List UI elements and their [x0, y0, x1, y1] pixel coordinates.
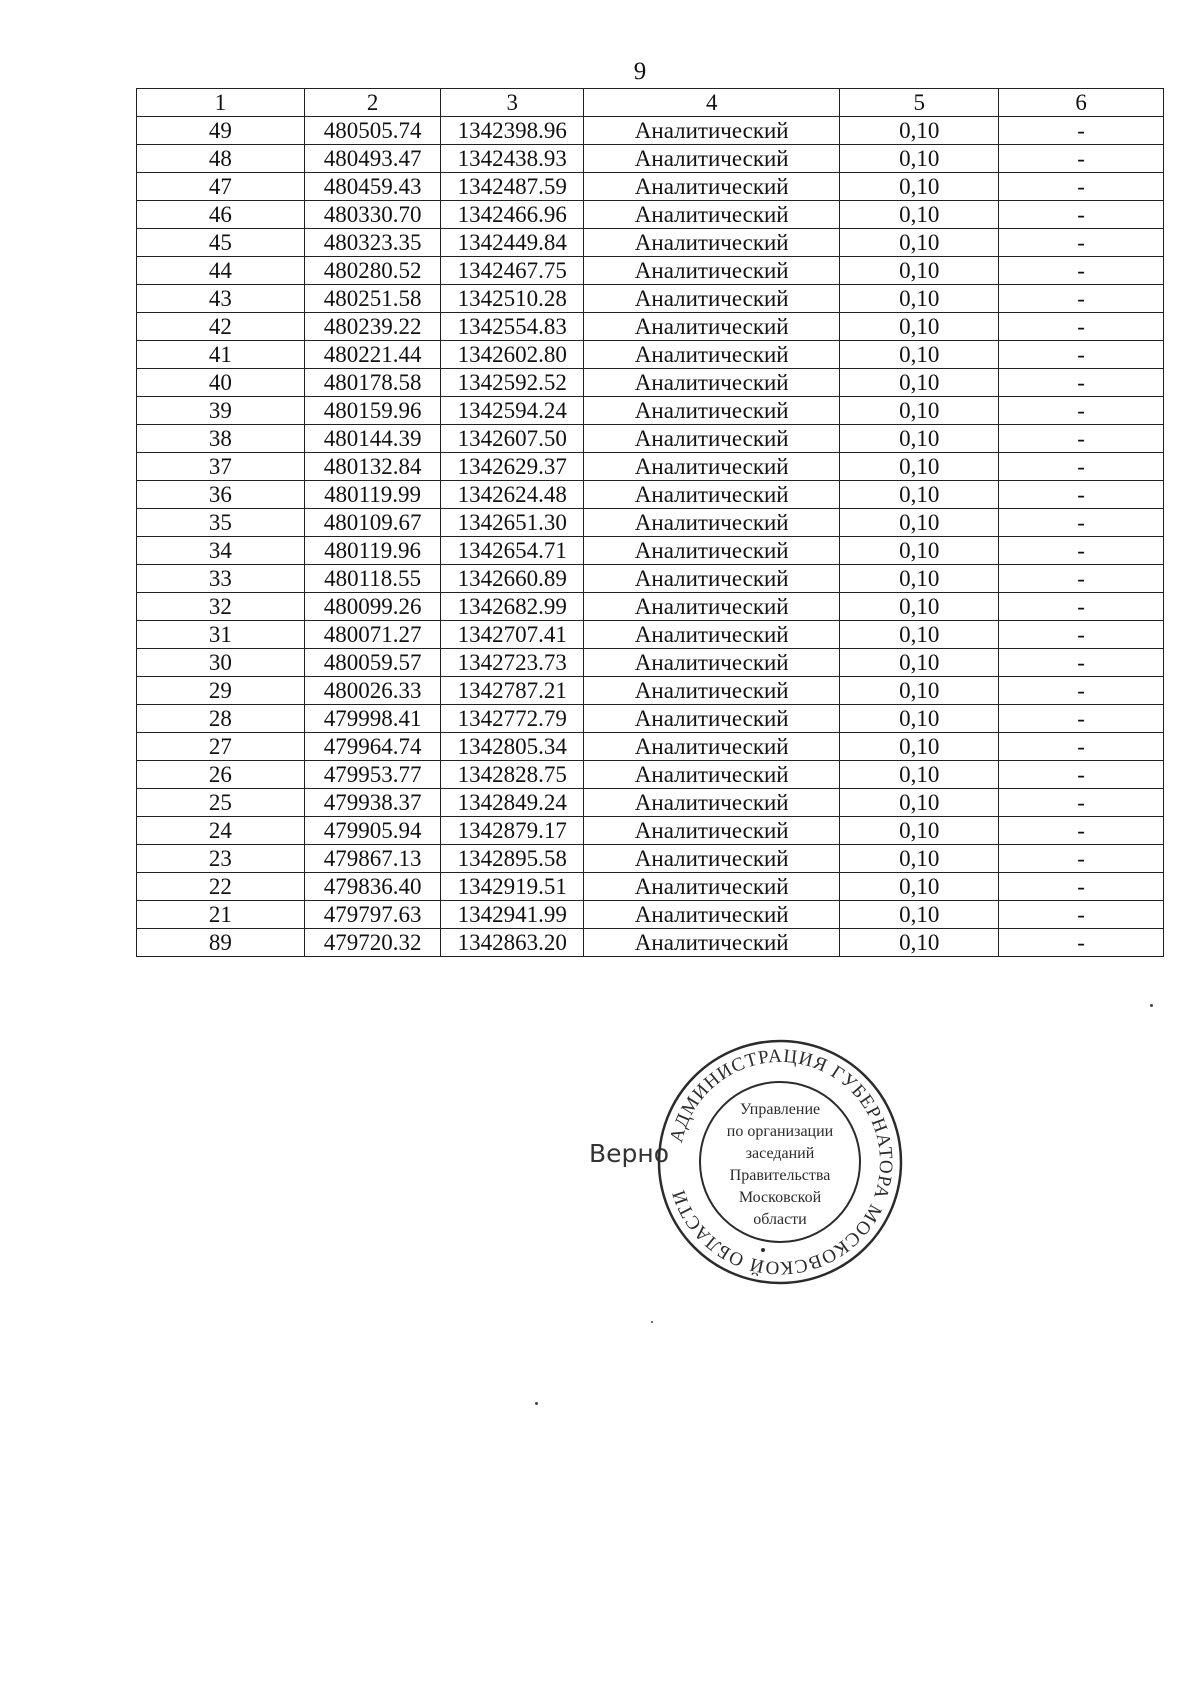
- cell-note: -: [999, 117, 1164, 145]
- cell-accuracy: 0,10: [840, 453, 999, 481]
- cell-coord-y: 1342592.52: [441, 369, 584, 397]
- cell-accuracy: 0,10: [840, 705, 999, 733]
- official-stamp: [655, 1037, 905, 1287]
- cell-accuracy: 0,10: [840, 565, 999, 593]
- cell-coord-x: 479797.63: [304, 901, 441, 929]
- cell-coord-y: 1342466.96: [441, 201, 584, 229]
- cell-point-number: 45: [137, 229, 305, 257]
- cell-method: Аналитический: [584, 817, 840, 845]
- cell-accuracy: 0,10: [840, 481, 999, 509]
- cell-coord-x: 480493.47: [304, 145, 441, 173]
- cell-coord-y: 1342660.89: [441, 565, 584, 593]
- cell-coord-y: 1342554.83: [441, 313, 584, 341]
- table-row: [137, 285, 1164, 313]
- cell-point-number: 42: [137, 313, 305, 341]
- cell-note: -: [999, 705, 1164, 733]
- cell-method: Аналитический: [584, 257, 840, 285]
- cell-coord-x: 480119.99: [304, 481, 441, 509]
- cell-accuracy: 0,10: [840, 845, 999, 873]
- cell-method: Аналитический: [584, 369, 840, 397]
- page-number: 9: [633, 58, 647, 85]
- cell-method: Аналитический: [584, 621, 840, 649]
- table-row: [137, 229, 1164, 257]
- cell-note: -: [999, 257, 1164, 285]
- stamp-outer-ring: [659, 1041, 901, 1283]
- table-row: [137, 481, 1164, 509]
- cell-coord-y: 1342654.71: [441, 537, 584, 565]
- cell-note: -: [999, 481, 1164, 509]
- cell-coord-x: 480251.58: [304, 285, 441, 313]
- cell-note: -: [999, 285, 1164, 313]
- cell-note: -: [999, 789, 1164, 817]
- cell-coord-x: 480144.39: [304, 425, 441, 453]
- cell-coord-x: 480159.96: [304, 397, 441, 425]
- cell-point-number: 26: [137, 761, 305, 789]
- cell-coord-x: 479720.32: [304, 929, 441, 957]
- cell-method: Аналитический: [584, 313, 840, 341]
- cell-coord-y: 1342723.73: [441, 649, 584, 677]
- svg-text:Московской: Московской: [738, 1189, 822, 1206]
- table-row: [137, 593, 1164, 621]
- certification-label: Верно: [589, 1139, 670, 1168]
- cell-accuracy: 0,10: [840, 509, 999, 537]
- table-row: [137, 789, 1164, 817]
- cell-point-number: 39: [137, 397, 305, 425]
- cell-point-number: 32: [137, 593, 305, 621]
- cell-note: -: [999, 145, 1164, 173]
- cell-coord-x: 480505.74: [304, 117, 441, 145]
- cell-method: Аналитический: [584, 929, 840, 957]
- table-row: [137, 705, 1164, 733]
- cell-coord-y: 1342487.59: [441, 173, 584, 201]
- cell-method: Аналитический: [584, 565, 840, 593]
- cell-coord-y: 1342449.84: [441, 229, 584, 257]
- cell-method: Аналитический: [584, 873, 840, 901]
- table-row: [137, 901, 1164, 929]
- cell-accuracy: 0,10: [840, 369, 999, 397]
- cell-point-number: 22: [137, 873, 305, 901]
- cell-note: -: [999, 593, 1164, 621]
- cell-method: Аналитический: [584, 145, 840, 173]
- cell-accuracy: 0,10: [840, 929, 999, 957]
- cell-note: -: [999, 369, 1164, 397]
- cell-coord-y: 1342629.37: [441, 453, 584, 481]
- cell-point-number: 33: [137, 565, 305, 593]
- cell-accuracy: 0,10: [840, 201, 999, 229]
- cell-point-number: 21: [137, 901, 305, 929]
- table-row: [137, 621, 1164, 649]
- table-row: [137, 761, 1164, 789]
- svg-text:заседаний: заседаний: [745, 1145, 815, 1162]
- cell-point-number: 38: [137, 425, 305, 453]
- cell-coord-x: 480330.70: [304, 201, 441, 229]
- cell-point-number: 24: [137, 817, 305, 845]
- cell-note: -: [999, 201, 1164, 229]
- cell-point-number: 28: [137, 705, 305, 733]
- table-row: [137, 733, 1164, 761]
- table-row: [137, 509, 1164, 537]
- cell-method: Аналитический: [584, 481, 840, 509]
- cell-method: Аналитический: [584, 649, 840, 677]
- cell-coord-y: 1342772.79: [441, 705, 584, 733]
- stamp-outer-text: АДМИНИСТРАЦИЯ ГУБЕРНАТОРА МОСКОВСКОЙ ОБЛАСТИ: [666, 1045, 897, 1279]
- cell-method: Аналитический: [584, 117, 840, 145]
- cell-point-number: 31: [137, 621, 305, 649]
- table-row: [137, 845, 1164, 873]
- cell-method: Аналитический: [584, 509, 840, 537]
- cell-point-number: 30: [137, 649, 305, 677]
- table-row: [137, 369, 1164, 397]
- cell-method: Аналитический: [584, 705, 840, 733]
- table-header-row: [137, 89, 1164, 117]
- cell-coord-x: 480239.22: [304, 313, 441, 341]
- cell-coord-y: 1342849.24: [441, 789, 584, 817]
- cell-point-number: 49: [137, 117, 305, 145]
- cell-point-number: 37: [137, 453, 305, 481]
- cell-point-number: 44: [137, 257, 305, 285]
- cell-note: -: [999, 873, 1164, 901]
- cell-point-number: 47: [137, 173, 305, 201]
- table-row: [137, 173, 1164, 201]
- table-row: [137, 397, 1164, 425]
- cell-accuracy: 0,10: [840, 649, 999, 677]
- cell-method: Аналитический: [584, 761, 840, 789]
- column-header: 2: [304, 89, 441, 117]
- coordinates-table: [136, 88, 1164, 957]
- cell-coord-y: 1342607.50: [441, 425, 584, 453]
- cell-method: Аналитический: [584, 733, 840, 761]
- cell-note: -: [999, 929, 1164, 957]
- cell-coord-y: 1342805.34: [441, 733, 584, 761]
- cell-coord-x: 479867.13: [304, 845, 441, 873]
- cell-point-number: 27: [137, 733, 305, 761]
- cell-point-number: 46: [137, 201, 305, 229]
- table-row: [137, 817, 1164, 845]
- table-row: [137, 649, 1164, 677]
- cell-note: -: [999, 649, 1164, 677]
- cell-note: -: [999, 229, 1164, 257]
- cell-coord-y: 1342398.96: [441, 117, 584, 145]
- svg-text:области: области: [753, 1211, 807, 1228]
- cell-note: -: [999, 425, 1164, 453]
- svg-text:Правительства: Правительства: [729, 1167, 831, 1184]
- cell-method: Аналитический: [584, 425, 840, 453]
- svg-text:Управление: Управление: [739, 1101, 821, 1118]
- cell-method: Аналитический: [584, 677, 840, 705]
- cell-coord-y: 1342594.24: [441, 397, 584, 425]
- cell-coord-x: 480459.43: [304, 173, 441, 201]
- table-row: [137, 929, 1164, 957]
- cell-accuracy: 0,10: [840, 677, 999, 705]
- cell-coord-y: 1342919.51: [441, 873, 584, 901]
- stamp-inner-text: [727, 1101, 834, 1228]
- cell-coord-x: 479998.41: [304, 705, 441, 733]
- cell-coord-x: 480099.26: [304, 593, 441, 621]
- table-row: [137, 257, 1164, 285]
- cell-method: Аналитический: [584, 593, 840, 621]
- cell-point-number: 40: [137, 369, 305, 397]
- cell-coord-y: 1342707.41: [441, 621, 584, 649]
- cell-note: -: [999, 845, 1164, 873]
- column-header: 4: [584, 89, 840, 117]
- cell-method: Аналитический: [584, 341, 840, 369]
- cell-point-number: 41: [137, 341, 305, 369]
- cell-method: Аналитический: [584, 173, 840, 201]
- cell-method: Аналитический: [584, 201, 840, 229]
- cell-point-number: 25: [137, 789, 305, 817]
- cell-method: Аналитический: [584, 229, 840, 257]
- cell-coord-y: 1342602.80: [441, 341, 584, 369]
- table-row: [137, 537, 1164, 565]
- cell-method: Аналитический: [584, 285, 840, 313]
- table-row: [137, 425, 1164, 453]
- cell-method: Аналитический: [584, 453, 840, 481]
- cell-coord-y: 1342863.20: [441, 929, 584, 957]
- cell-method: Аналитический: [584, 397, 840, 425]
- cell-coord-x: 480221.44: [304, 341, 441, 369]
- table-row: [137, 453, 1164, 481]
- cell-point-number: 89: [137, 929, 305, 957]
- cell-accuracy: 0,10: [840, 873, 999, 901]
- cell-point-number: 48: [137, 145, 305, 173]
- table-row: [137, 201, 1164, 229]
- cell-note: -: [999, 565, 1164, 593]
- table-row: [137, 341, 1164, 369]
- cell-coord-y: 1342624.48: [441, 481, 584, 509]
- cell-coord-y: 1342787.21: [441, 677, 584, 705]
- cell-accuracy: 0,10: [840, 621, 999, 649]
- cell-accuracy: 0,10: [840, 397, 999, 425]
- cell-accuracy: 0,10: [840, 257, 999, 285]
- cell-coord-x: 480323.35: [304, 229, 441, 257]
- cell-coord-x: 479938.37: [304, 789, 441, 817]
- column-header: 3: [441, 89, 584, 117]
- cell-accuracy: 0,10: [840, 761, 999, 789]
- cell-coord-y: 1342682.99: [441, 593, 584, 621]
- column-header: 1: [137, 89, 305, 117]
- column-header: 5: [840, 89, 999, 117]
- cell-note: -: [999, 621, 1164, 649]
- cell-point-number: 35: [137, 509, 305, 537]
- cell-coord-x: 480280.52: [304, 257, 441, 285]
- table-row: [137, 873, 1164, 901]
- cell-coord-x: 480059.57: [304, 649, 441, 677]
- cell-note: -: [999, 677, 1164, 705]
- cell-accuracy: 0,10: [840, 145, 999, 173]
- cell-point-number: 29: [137, 677, 305, 705]
- cell-note: -: [999, 313, 1164, 341]
- cell-coord-x: 479964.74: [304, 733, 441, 761]
- cell-coord-x: 480178.58: [304, 369, 441, 397]
- cell-note: -: [999, 453, 1164, 481]
- cell-accuracy: 0,10: [840, 733, 999, 761]
- cell-coord-y: 1342879.17: [441, 817, 584, 845]
- cell-note: -: [999, 817, 1164, 845]
- cell-method: Аналитический: [584, 537, 840, 565]
- cell-note: -: [999, 537, 1164, 565]
- cell-coord-x: 480071.27: [304, 621, 441, 649]
- cell-method: Аналитический: [584, 901, 840, 929]
- cell-accuracy: 0,10: [840, 537, 999, 565]
- cell-point-number: 43: [137, 285, 305, 313]
- cell-accuracy: 0,10: [840, 313, 999, 341]
- cell-accuracy: 0,10: [840, 229, 999, 257]
- cell-note: -: [999, 901, 1164, 929]
- cell-note: -: [999, 397, 1164, 425]
- cell-accuracy: 0,10: [840, 425, 999, 453]
- cell-coord-x: 479836.40: [304, 873, 441, 901]
- svg-text:по организации: по организации: [726, 1123, 834, 1140]
- cell-coord-x: 479905.94: [304, 817, 441, 845]
- cell-accuracy: 0,10: [840, 173, 999, 201]
- table-row: [137, 565, 1164, 593]
- cell-accuracy: 0,10: [840, 341, 999, 369]
- table-row: [137, 677, 1164, 705]
- cell-accuracy: 0,10: [840, 789, 999, 817]
- cell-method: Аналитический: [584, 789, 840, 817]
- cell-method: Аналитический: [584, 845, 840, 873]
- cell-coord-y: 1342941.99: [441, 901, 584, 929]
- cell-accuracy: 0,10: [840, 117, 999, 145]
- cell-note: -: [999, 761, 1164, 789]
- cell-coord-y: 1342510.28: [441, 285, 584, 313]
- cell-point-number: 23: [137, 845, 305, 873]
- cell-coord-x: 480132.84: [304, 453, 441, 481]
- cell-coord-x: 480109.67: [304, 509, 441, 537]
- table-row: [137, 145, 1164, 173]
- cell-coord-y: 1342438.93: [441, 145, 584, 173]
- table-body: [137, 117, 1164, 957]
- cell-coord-x: 480026.33: [304, 677, 441, 705]
- cell-note: -: [999, 509, 1164, 537]
- table-row: [137, 313, 1164, 341]
- cell-coord-y: 1342828.75: [441, 761, 584, 789]
- cell-point-number: 36: [137, 481, 305, 509]
- cell-coord-x: 479953.77: [304, 761, 441, 789]
- cell-point-number: 34: [137, 537, 305, 565]
- cell-note: -: [999, 173, 1164, 201]
- cell-coord-y: 1342651.30: [441, 509, 584, 537]
- cell-coord-y: 1342467.75: [441, 257, 584, 285]
- cell-accuracy: 0,10: [840, 901, 999, 929]
- cell-accuracy: 0,10: [840, 593, 999, 621]
- table-row: [137, 117, 1164, 145]
- cell-coord-x: 480119.96: [304, 537, 441, 565]
- cell-note: -: [999, 341, 1164, 369]
- cell-accuracy: 0,10: [840, 285, 999, 313]
- cell-note: -: [999, 733, 1164, 761]
- cell-accuracy: 0,10: [840, 817, 999, 845]
- cell-coord-x: 480118.55: [304, 565, 441, 593]
- column-header: 6: [999, 89, 1164, 117]
- cell-coord-y: 1342895.58: [441, 845, 584, 873]
